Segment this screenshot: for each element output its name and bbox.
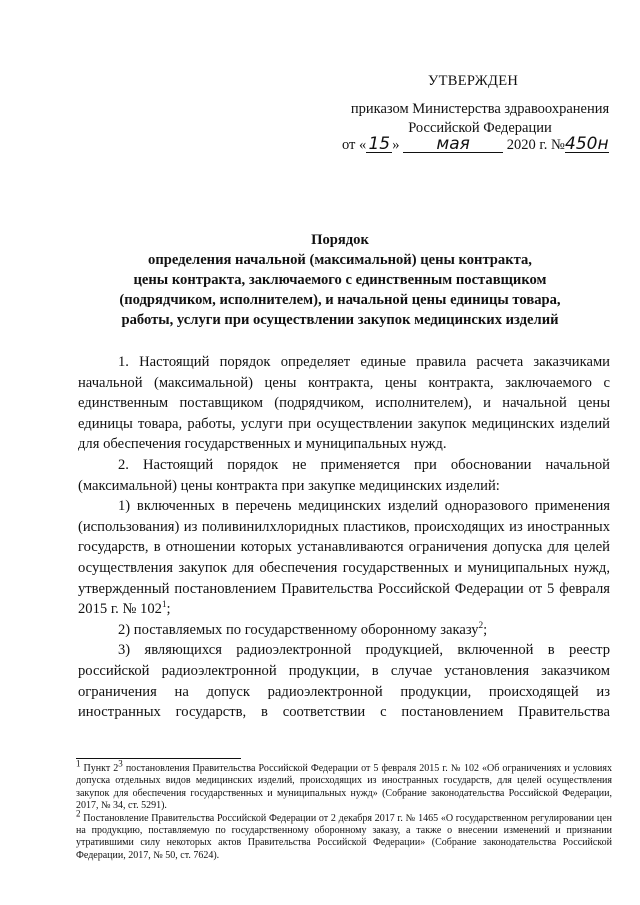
footnote-2 — [76, 808, 612, 863]
approval-title: УТВЕРЖДЕН — [428, 73, 519, 89]
approval-line-country: Российской Федерации — [408, 120, 552, 136]
title-line-4: (подрядчиком, исполнителем), и начальной цены единицы товара, — [119, 292, 561, 308]
title-line-3: цены контракта, заключаемого с единственным поставщиком — [133, 272, 547, 288]
handwritten-order-number: 450н — [565, 134, 609, 154]
date-mid: » — [392, 137, 400, 153]
footnote-ref-1: 1 — [161, 599, 167, 610]
paragraph-4-text: 2) поставляемых по государственному оборонному заказу — [118, 621, 479, 638]
approval-block — [340, 72, 620, 138]
paragraph-2: 2. Настоящий порядок не применяется при обосновании начальной (максимальной) цены контракта при закупке медицинских изделий: — [78, 456, 610, 494]
footnotes — [76, 758, 612, 862]
footnote-divider — [76, 758, 241, 759]
footnote-1 — [76, 758, 612, 813]
handwritten-day: 15 — [366, 136, 392, 153]
footnote-2-mark: 2 — [76, 808, 81, 819]
paragraph-3-end: ; — [166, 601, 171, 618]
year-text: 2020 г. № — [506, 137, 565, 153]
document-body — [78, 352, 610, 723]
approval-date-line — [342, 136, 609, 154]
paragraph-5: 3) являющихся радиоэлектронной продукцией, включенной в реестр российской радиоэлектронной продукции, в случае установления заказчиком ограничения на допуск радиоэлектронной продукции, происходящей из иностранных государств, в соответствии с постановлением Правительства — [78, 642, 610, 721]
approval-line-ministry: приказом Министерства здравоохранения — [350, 101, 610, 117]
footnote-1-sup: 3 — [118, 758, 123, 769]
title-line-2: определения начальной (максимальной) цены контракта, — [148, 252, 532, 268]
footnote-2-text: Постановление Правительства Российской Федерации от 2 декабря 2017 г. № 1465 «О государственном регулировании цен на продукцию, поставляемую по государственному оборонному заказу, а также о внесении изменений и признании утратившими силу некоторых актов Правительства Российской Федерации» (Собрание законодательства Российской Федерации, 2017, № 50, ст. 7624). — [76, 812, 612, 861]
footnote-1-text-a: Пункт 2 — [80, 763, 119, 774]
date-prefix: от « — [342, 137, 367, 153]
paragraph-3 — [78, 496, 610, 620]
footnote-1-text-b: постановления Правительства Российской Федерации от 5 февраля 2015 г. № 102 «Об ограничениях и условиях допуска отдельных видов медицинских изделий, происходящих из иностранных государств, для целей осуществления закупок для обеспечения государственных и муниципальных нужд» (Собрание законодательства Российской Федерации, 2017, № 34, ст. 5291). — [76, 763, 612, 812]
title-line-1: Порядок — [311, 232, 369, 248]
footnote-1-mark: 1 — [76, 758, 81, 769]
paragraph-4 — [78, 620, 610, 641]
paragraph-3-text: 1) включенных в перечень медицинских изделий одноразового применения (использования) из поливинилхлоридных пластиков, происходящих из иностранных государств, в отношении которых устанавливаются ограничения допуска для целей осуществления закупок для обеспечения государственных и муниципальных нужд, утвержденный постановлением Правительства Российской Федерации от 5 февраля 2015 г. № 102 — [78, 498, 610, 618]
document-title — [70, 230, 610, 330]
paragraph-1: 1. Настоящий порядок определяет единые правила расчета заказчиками начальной (максимальной) цены контракта, цены контракта, заключаемого с единственным поставщиком (подрядчиком, исполнителем), и начальной цены единицы товара, работы, услуги при осуществлении закупок медицинских изделий для обеспечения государственных и муниципальных нужд. — [78, 354, 610, 453]
footnote-ref-2: 2 — [478, 619, 484, 630]
paragraph-4-end: ; — [483, 621, 488, 638]
title-line-5: работы, услуги при осуществлении закупок медицинских изделий — [121, 312, 559, 328]
handwritten-month: мая — [403, 136, 503, 153]
